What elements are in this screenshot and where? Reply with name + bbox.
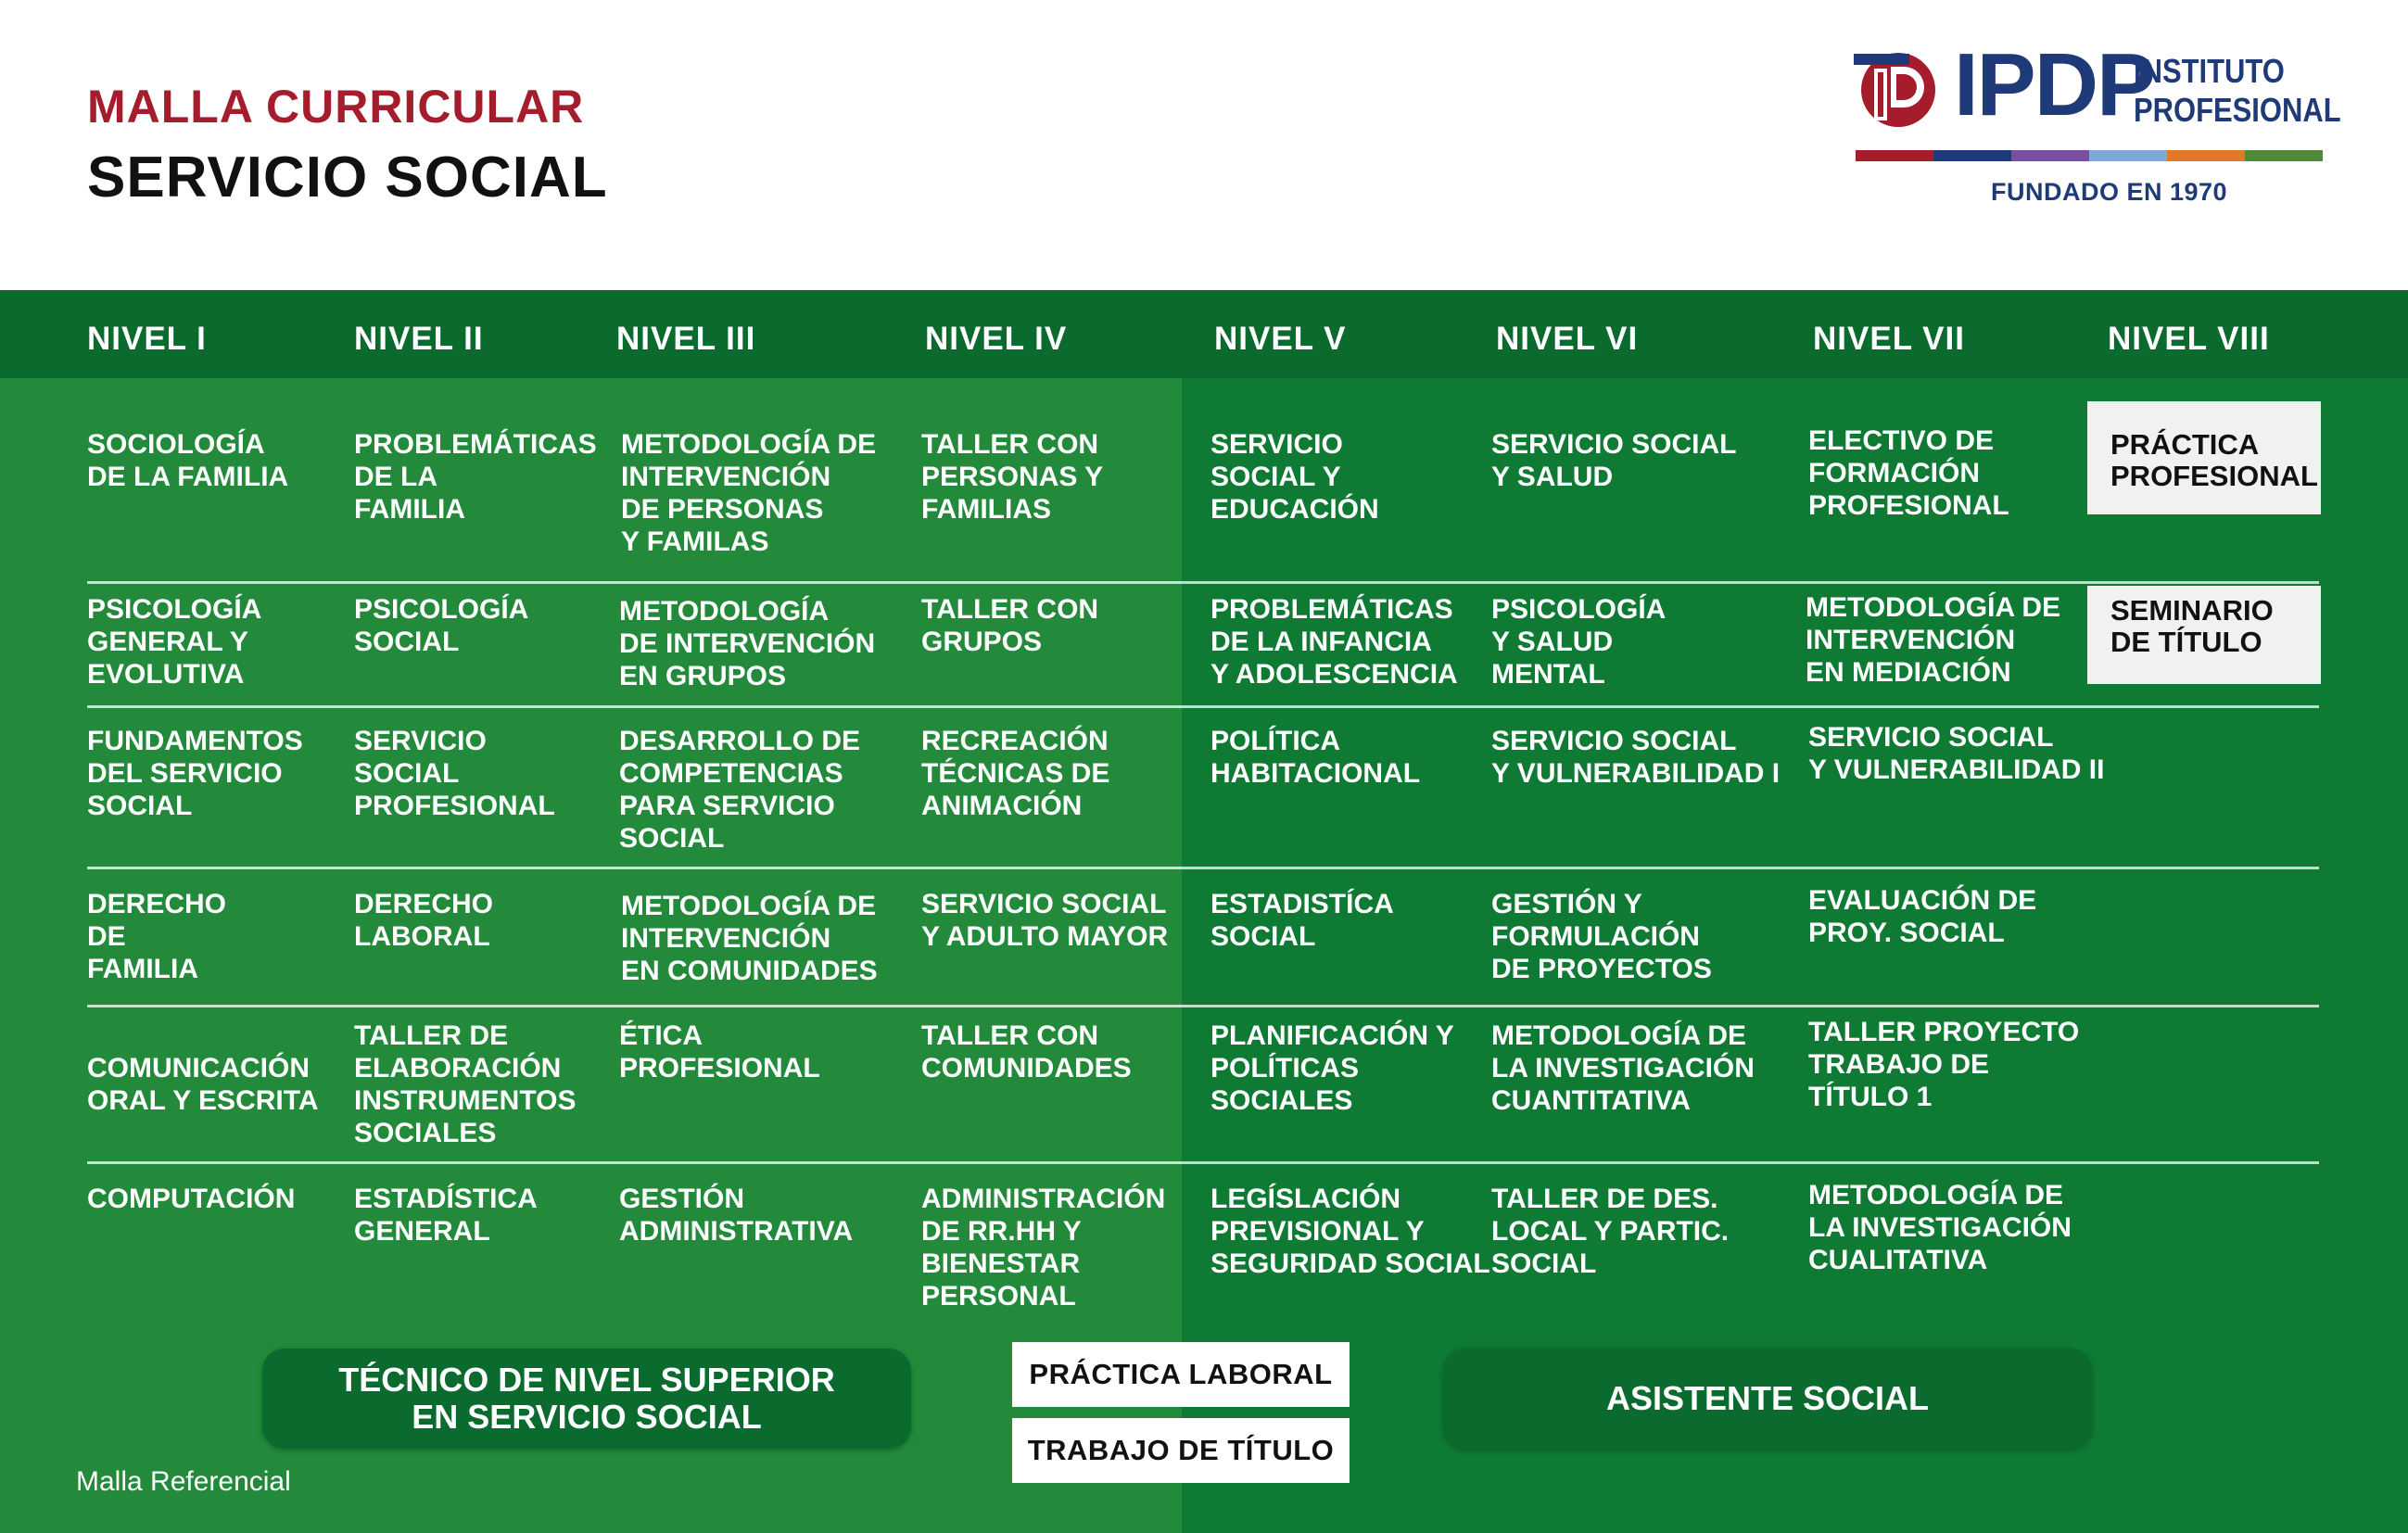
logo-stripe-segment: [2011, 150, 2089, 161]
logo-stripe-segment: [1933, 150, 2011, 161]
practica-profesional-card: PRÁCTICA PROFESIONAL: [2087, 401, 2321, 514]
course-cell: COMUNICACIÓN ORAL Y ESCRITA: [87, 1053, 319, 1116]
ipdp-logo-mark-icon: [1854, 48, 1946, 132]
course-cell: PSICOLOGÍA SOCIAL: [354, 594, 529, 657]
level-header-6: NIVEL VI: [1496, 321, 1639, 357]
ipdp-logo: [1844, 37, 2345, 222]
course-cell: SERVICIO SOCIAL Y ADULTO MAYOR: [921, 889, 1169, 952]
course-cell: SOCIOLOGÍA DE LA FAMILIA: [87, 429, 289, 492]
course-cell: SERVICIO SOCIAL PROFESIONAL: [354, 726, 555, 821]
course-cell: POLÍTICA HABITACIONAL: [1210, 726, 1421, 789]
course-cell: SERVICIO SOCIAL Y SALUD: [1491, 429, 1737, 492]
course-cell: PSICOLOGÍA GENERAL Y EVOLUTIVA: [87, 594, 262, 690]
page-subtitle: MALLA CURRICULAR: [87, 81, 585, 133]
course-cell: SERVICIO SOCIAL Y EDUCACIÓN: [1210, 429, 1379, 525]
course-cell: TALLER PROYECTO TRABAJO DE TÍTULO 1: [1808, 1017, 2080, 1112]
course-cell: TALLER CON GRUPOS: [921, 594, 1099, 657]
practica-laboral-box: PRÁCTICA LABORAL: [1012, 1342, 1350, 1407]
logo-stripe-segment: [2245, 150, 2323, 161]
course-cell: TALLER DE DES. LOCAL Y PARTIC. SOCIAL: [1491, 1184, 1730, 1279]
level-header-2: NIVEL II: [354, 321, 484, 357]
course-cell: DESARROLLO DE COMPETENCIAS PARA SERVICIO SOCIAL: [619, 726, 861, 854]
course-cell: DERECHO DE FAMILIA: [87, 889, 227, 984]
row-divider: [87, 1161, 2319, 1164]
course-cell: TALLER CON PERSONAS Y FAMILIAS: [921, 429, 1104, 525]
course-cell: ÉTICA PROFESIONAL: [619, 1020, 820, 1083]
course-cell: TALLER DE ELABORACIÓN INSTRUMENTOS SOCIALES: [354, 1020, 577, 1148]
row-divider: [87, 867, 2319, 869]
course-cell: RECREACIÓN TÉCNICAS DE ANIMACIÓN: [921, 726, 1110, 821]
course-cell: ESTADÍSTICA GENERAL: [354, 1184, 538, 1247]
seminario-titulo-card: SEMINARIO DE TÍTULO: [2087, 586, 2321, 684]
course-cell: COMPUTACIÓN: [87, 1184, 296, 1214]
level-header-4: NIVEL IV: [925, 321, 1068, 357]
page-title: SERVICIO SOCIAL: [87, 146, 608, 209]
row-divider: [87, 581, 2319, 584]
course-cell: ADMINISTRACIÓN DE RR.HH Y BIENESTAR PERSONAL: [921, 1184, 1166, 1311]
logo-line2: PROFESIONAL: [2134, 91, 2341, 129]
course-cell: EVALUACIÓN DE PROY. SOCIAL: [1808, 885, 2037, 948]
course-cell: ESTADISTÍCA SOCIAL: [1210, 889, 1394, 952]
course-cell: SERVICIO SOCIAL Y VULNERABILIDAD I: [1491, 726, 1781, 789]
course-cell: GESTIÓN Y FORMULACIÓN DE PROYECTOS: [1491, 889, 1712, 984]
course-cell: METODOLOGÍA DE INTERVENCIÓN EN MEDIACIÓN: [1806, 592, 2061, 688]
logo-founded-text: FUNDADO EN 1970: [1991, 178, 2228, 206]
level-header-7: NIVEL VII: [1813, 321, 1965, 357]
level-header-3: NIVEL III: [616, 321, 756, 357]
course-cell: FUNDAMENTOS DEL SERVICIO SOCIAL: [87, 726, 303, 821]
logo-wordmark: IPDP: [1954, 35, 2155, 134]
course-cell: PROBLEMÁTICAS DE LA INFANCIA Y ADOLESCENCIA: [1210, 594, 1458, 690]
course-cell: PROBLEMÁTICAS DE LA FAMILIA: [354, 429, 597, 525]
course-cell: METODOLOGÍA DE LA INVESTIGACIÓN CUALITATIVA: [1808, 1180, 2072, 1275]
course-cell: DERECHO LABORAL: [354, 889, 494, 952]
course-cell: PSICOLOGÍA Y SALUD MENTAL: [1491, 594, 1667, 690]
course-cell: METODOLOGÍA DE INTERVENCIÓN EN GRUPOS: [619, 596, 876, 691]
level-header-1: NIVEL I: [87, 321, 207, 357]
course-cell: METODOLOGÍA DE INTERVENCIÓN DE PERSONAS Y FAMILAS: [621, 429, 877, 557]
level-header-8: NIVEL VIII: [2108, 321, 2270, 357]
logo-institute-text: [2134, 52, 2341, 130]
trabajo-titulo-box: TRABAJO DE TÍTULO: [1012, 1418, 1350, 1483]
course-cell: METODOLOGÍA DE INTERVENCIÓN EN COMUNIDADES: [621, 891, 878, 986]
course-cell: PLANIFICACIÓN Y POLÍTICAS SOCIALES: [1210, 1020, 1454, 1116]
course-cell: LEGÍSLACIÓN PREVISIONAL Y SEGURIDAD SOCIAL: [1210, 1184, 1490, 1279]
logo-stripe-segment: [2089, 150, 2167, 161]
course-cell: TALLER CON COMUNIDADES: [921, 1020, 1132, 1083]
course-cell: METODOLOGÍA DE LA INVESTIGACIÓN CUANTITATIVA: [1491, 1020, 1755, 1116]
logo-line1: INSTITUTO: [2134, 52, 2285, 90]
logo-stripe-segment: [2167, 150, 2245, 161]
level-header-5: NIVEL V: [1214, 321, 1347, 357]
course-cell: ELECTIVO DE FORMACIÓN PROFESIONAL: [1808, 425, 2009, 521]
course-cell: GESTIÓN ADMINISTRATIVA: [619, 1184, 854, 1247]
row-divider: [87, 1005, 2319, 1007]
course-cell: SERVICIO SOCIAL Y VULNERABILIDAD II: [1808, 722, 2105, 785]
social-assistant-degree-badge: ASISTENTE SOCIAL: [1443, 1349, 2092, 1449]
row-divider: [87, 705, 2319, 708]
logo-stripe-segment: [1856, 150, 1933, 161]
technical-degree-badge: TÉCNICO DE NIVEL SUPERIOR EN SERVICIO SOCIAL: [262, 1349, 911, 1449]
footnote: Malla Referencial: [76, 1466, 291, 1497]
